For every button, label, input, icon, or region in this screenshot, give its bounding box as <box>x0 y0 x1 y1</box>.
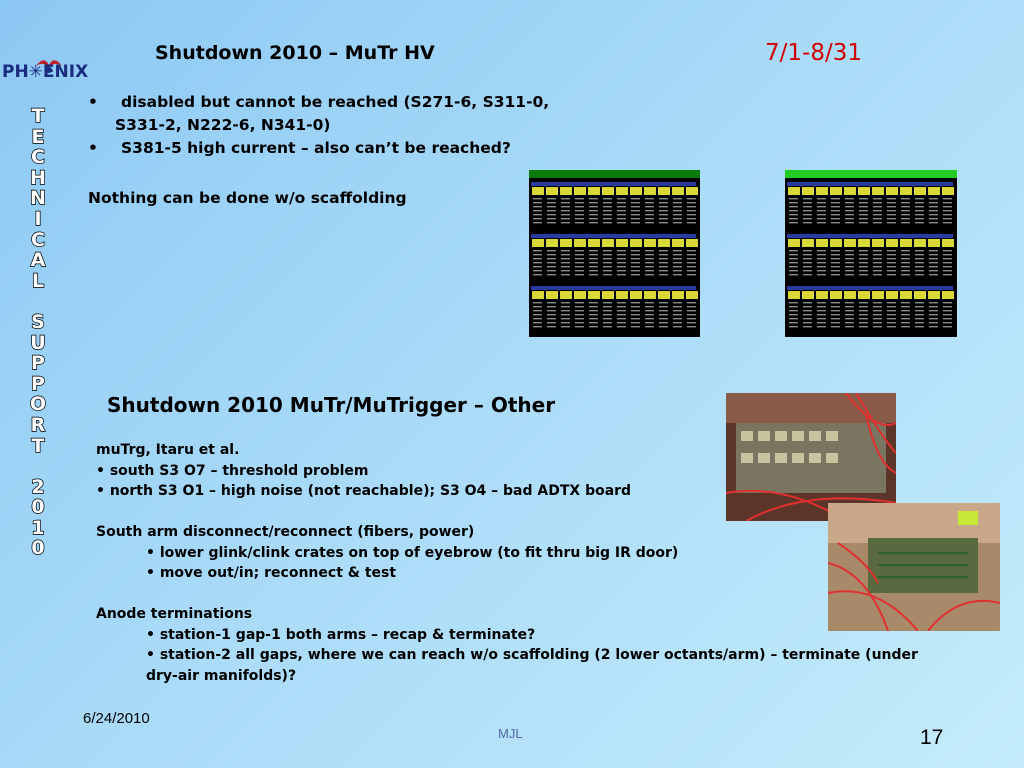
anode-heading: Anode terminations <box>96 606 253 622</box>
banner-letter: C <box>31 228 45 251</box>
mutrg-item: • south S3 O7 – threshold problem <box>96 462 369 479</box>
banner-letter: 0 <box>31 537 45 560</box>
south-arm-item: • move out/in; reconnect & test <box>146 565 397 581</box>
electronics-photo-1 <box>726 393 896 521</box>
hv-status-screenshot-north <box>785 170 957 337</box>
footer-date: 6/24/2010 <box>83 710 150 727</box>
banner-letter: E <box>31 125 45 148</box>
banner-letter: R <box>30 413 46 436</box>
scaffolding-note: Nothing can be done w/o scaffolding <box>88 189 407 207</box>
electronics-photo-2 <box>828 503 1000 631</box>
banner-letter: I <box>34 207 42 230</box>
banner-letter: 0 <box>31 496 45 519</box>
banner-letter: H <box>30 166 46 189</box>
hv-section-date: 7/1-8/31 <box>765 40 862 66</box>
banner-letter: C <box>31 146 45 169</box>
hv-status-screenshot-south <box>529 170 700 337</box>
banner-letter <box>35 291 42 312</box>
banner-letter: A <box>30 249 46 272</box>
banner-letter: T <box>31 105 45 127</box>
footer-author: MJL <box>498 726 523 741</box>
hv-bullet-list <box>88 91 608 160</box>
page-number: 17 <box>920 726 944 749</box>
banner-letter: P <box>31 352 45 375</box>
vertical-banner-technical-support <box>20 106 56 559</box>
banner-letter: O <box>29 393 47 416</box>
banner-letter <box>35 456 42 477</box>
mutrg-heading: muTrg, Itaru et al. <box>96 442 240 458</box>
south-arm-heading: South arm disconnect/reconnect (fibers, power) <box>96 524 475 540</box>
banner-letter: T <box>31 434 45 457</box>
anode-item: • station-1 gap-1 both arms – recap & terminate? <box>146 626 536 643</box>
hv-bullet-item: • disabled but cannot be reached (S271-6, S311-0, <box>88 93 550 111</box>
banner-letter: P <box>31 372 45 395</box>
phenix-logo <box>0 48 100 88</box>
other-section-title: Shutdown 2010 MuTr/MuTrigger – Other <box>107 393 556 417</box>
anode-item: • station-2 all gaps, where we can reach w/o scaffolding (2 lower octants/arm) – terminate (under <box>146 647 918 663</box>
south-arm-item: • lower glink/clink crates on top of eyebrow (to fit thru big IR door) <box>146 544 679 561</box>
anode-item-continuation: dry-air manifolds)? <box>146 667 297 684</box>
banner-letter: 1 <box>31 516 45 539</box>
hv-bullet-item: • S381-5 high current – also can’t be reached? <box>88 139 511 157</box>
mutrg-item: • north S3 O1 – high noise (not reachable); S3 O4 – bad ADTX board <box>96 483 632 499</box>
banner-letter: L <box>31 269 45 292</box>
hv-section-title: Shutdown 2010 – MuTr HV <box>155 42 435 64</box>
banner-letter: 2 <box>31 475 45 498</box>
banner-letter: N <box>30 187 46 210</box>
logo-text: PH✳ENIX <box>2 62 89 82</box>
banner-letter: U <box>30 331 46 354</box>
banner-letter: S <box>31 310 45 333</box>
hv-bullet-item-continuation: S331-2, N222-6, N341-0) <box>115 116 331 134</box>
